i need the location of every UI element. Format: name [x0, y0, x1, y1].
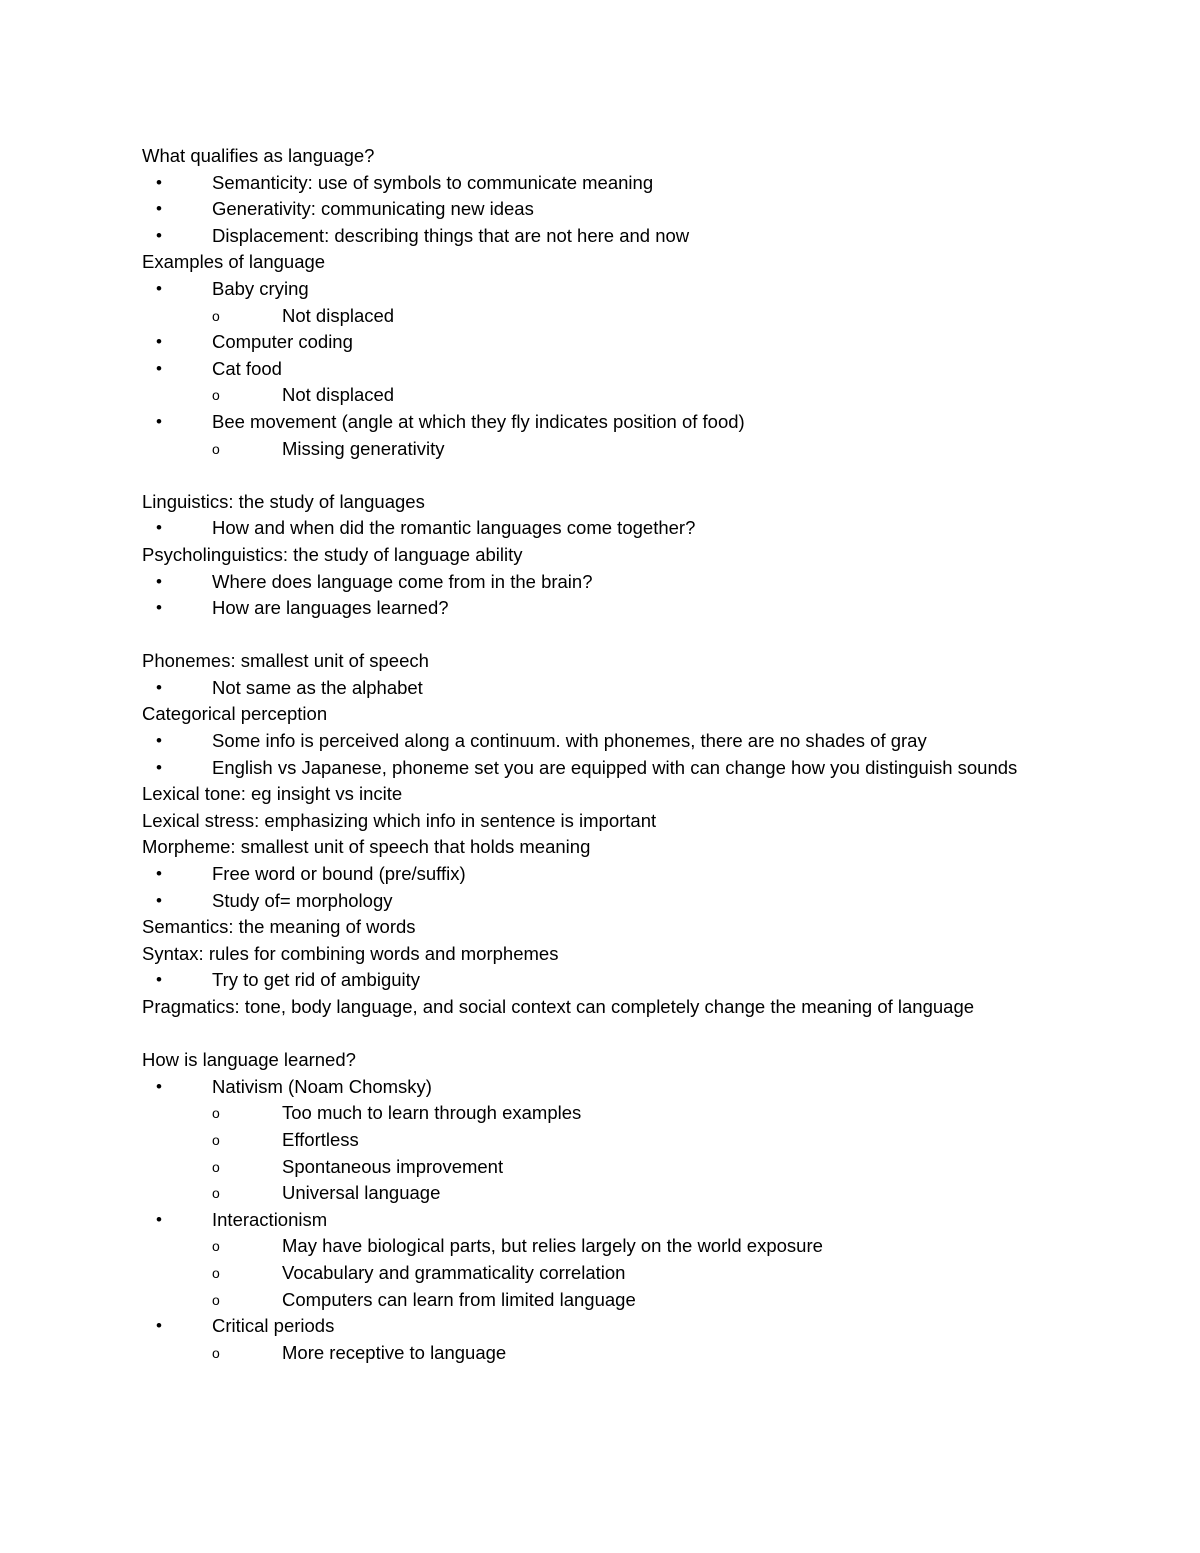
heading-text: Psycholinguistics: the study of language ability	[142, 543, 523, 565]
heading-text: Semantics: the meaning of words	[142, 916, 416, 938]
sub-bullet-text: Not displaced	[282, 384, 395, 406]
bullet-text: Where does language come from in the brain?	[212, 570, 593, 592]
sub-bullet-text: Computers can learn from limited language	[282, 1288, 636, 1310]
heading-line	[142, 489, 1142, 516]
heading-text: Syntax: rules for combining words and morphemes	[142, 942, 559, 964]
bullet-text: Critical periods	[212, 1315, 335, 1337]
bullet-icon: •	[156, 518, 162, 538]
bullet-text: Baby crying	[212, 277, 309, 299]
sub-bullet-text: Vocabulary and grammaticality correlation	[282, 1261, 626, 1283]
bullet-icon: •	[156, 1209, 162, 1229]
bullet-item	[142, 1207, 1142, 1234]
bullet-item	[142, 1313, 1142, 1340]
bullet-item	[142, 861, 1142, 888]
heading-text: Phonemes: smallest unit of speech	[142, 650, 429, 672]
sub-bullet-item	[142, 1260, 1142, 1287]
bullet-item	[142, 1074, 1142, 1101]
bullet-text: Free word or bound (pre/suffix)	[212, 863, 466, 885]
heading-line	[142, 941, 1142, 968]
bullet-item	[142, 967, 1142, 994]
bullet-text: Computer coding	[212, 331, 353, 353]
bullet-text: Cat food	[212, 357, 282, 379]
bullet-icon: •	[156, 411, 162, 431]
hollow-bullet-icon: o	[212, 1238, 220, 1255]
bullet-item	[142, 409, 1142, 436]
bullet-text: Interactionism	[212, 1208, 328, 1230]
hollow-bullet-icon: o	[212, 1105, 220, 1122]
heading-line	[142, 1047, 1142, 1074]
sub-bullet-item	[142, 1127, 1142, 1154]
bullet-icon: •	[156, 358, 162, 378]
bullet-icon: •	[156, 199, 162, 219]
bullet-item	[142, 569, 1142, 596]
bullet-item	[142, 356, 1142, 383]
bullet-icon: •	[156, 278, 162, 298]
bullet-icon: •	[156, 1316, 162, 1336]
sub-bullet-item	[142, 303, 1142, 330]
bullet-text: How are languages learned?	[212, 597, 449, 619]
bullet-icon: •	[156, 864, 162, 884]
bullet-text: Some info is perceived along a continuum. with phonemes, there are no shades of gray	[212, 730, 927, 752]
hollow-bullet-icon: o	[212, 1344, 220, 1361]
heading-text: How is language learned?	[142, 1049, 356, 1071]
bullet-text: Study of= morphology	[212, 889, 393, 911]
sub-bullet-text: Not displaced	[282, 304, 395, 326]
bullet-item	[142, 755, 1142, 782]
sub-bullet-text: Spontaneous improvement	[282, 1155, 504, 1177]
hollow-bullet-icon: o	[212, 1264, 220, 1281]
heading-text: Lexical stress: emphasizing which info in sentence is important	[142, 809, 657, 831]
sub-bullet-item	[142, 1154, 1142, 1181]
hollow-bullet-icon: o	[212, 440, 220, 457]
hollow-bullet-icon: o	[212, 387, 220, 404]
bullet-item	[142, 276, 1142, 303]
sub-bullet-item	[142, 1287, 1142, 1314]
bullet-item	[142, 329, 1142, 356]
bullet-text: Nativism (Noam Chomsky)	[212, 1075, 432, 1097]
bullet-item	[142, 728, 1142, 755]
sub-bullet-item	[142, 1180, 1142, 1207]
heading-text: Linguistics: the study of languages	[142, 490, 425, 512]
hollow-bullet-icon: o	[212, 1158, 220, 1175]
bullet-item	[142, 515, 1142, 542]
heading-line	[142, 994, 1142, 1021]
bullet-text: Bee movement (angle at which they fly indicates position of food)	[212, 410, 745, 432]
bullet-icon: •	[156, 890, 162, 910]
bullet-item	[142, 170, 1142, 197]
heading-line	[142, 143, 1142, 170]
bullet-icon: •	[156, 225, 162, 245]
bullet-text: Generativity: communicating new ideas	[212, 198, 534, 220]
blank-line	[142, 1021, 1142, 1048]
sub-bullet-item	[142, 1340, 1142, 1367]
heading-text: What qualifies as language?	[142, 145, 375, 166]
bullet-item	[142, 675, 1142, 702]
bullet-icon: •	[156, 970, 162, 990]
bullet-text: Not same as the alphabet	[212, 676, 423, 698]
bullet-icon: •	[156, 731, 162, 751]
sub-bullet-text: More receptive to language	[282, 1341, 507, 1363]
bullet-item	[142, 595, 1142, 622]
bullet-icon: •	[156, 172, 162, 192]
heading-text: Categorical perception	[142, 703, 328, 725]
heading-line	[142, 781, 1142, 808]
bullet-text: Try to get rid of ambiguity	[212, 969, 421, 991]
hollow-bullet-icon: o	[212, 1185, 220, 1202]
sub-bullet-text: Universal language	[282, 1182, 441, 1204]
heading-line	[142, 834, 1142, 861]
heading-text: Lexical tone: eg insight vs incite	[142, 783, 403, 805]
sub-bullet-text: Too much to learn through examples	[282, 1102, 582, 1124]
bullet-icon: •	[156, 332, 162, 352]
heading-line	[142, 542, 1142, 569]
sub-bullet-item	[142, 382, 1142, 409]
hollow-bullet-icon: o	[212, 307, 220, 324]
bullet-item	[142, 223, 1142, 250]
heading-line	[142, 914, 1142, 941]
hollow-bullet-icon: o	[212, 1291, 220, 1308]
bullet-icon: •	[156, 598, 162, 618]
bullet-icon: •	[156, 1076, 162, 1096]
bullet-text: How and when did the romantic languages come together?	[212, 517, 696, 539]
sub-bullet-text: Effortless	[282, 1128, 359, 1150]
blank-line	[142, 622, 1142, 649]
heading-text: Pragmatics: tone, body language, and social context can completely change the meaning of language	[142, 996, 975, 1017]
bullet-item	[142, 196, 1142, 223]
sub-bullet-item	[142, 1233, 1142, 1260]
heading-text: Examples of language	[142, 251, 326, 273]
heading-line	[142, 808, 1142, 835]
bullet-text: Displacement: describing things that are not here and now	[212, 224, 690, 246]
sub-bullet-text: Missing generativity	[282, 437, 445, 459]
hollow-bullet-icon: o	[212, 1131, 220, 1148]
sub-bullet-text: May have biological parts, but relies largely on the world exposure	[282, 1235, 823, 1257]
heading-line	[142, 249, 1142, 276]
bullet-icon: •	[156, 571, 162, 591]
bullet-icon: •	[156, 677, 162, 697]
bullet-text: Semanticity: use of symbols to communicate meaning	[212, 171, 654, 193]
bullet-text: English vs Japanese, phoneme set you are equipped with can change how you distinguish sounds	[212, 756, 1018, 778]
heading-line	[142, 648, 1142, 675]
document-body	[142, 143, 1142, 1366]
sub-bullet-item	[142, 436, 1142, 463]
heading-line	[142, 701, 1142, 728]
sub-bullet-item	[142, 1100, 1142, 1127]
bullet-item	[142, 888, 1142, 915]
heading-text: Morpheme: smallest unit of speech that holds meaning	[142, 836, 591, 858]
bullet-icon: •	[156, 757, 162, 777]
blank-line	[142, 462, 1142, 489]
